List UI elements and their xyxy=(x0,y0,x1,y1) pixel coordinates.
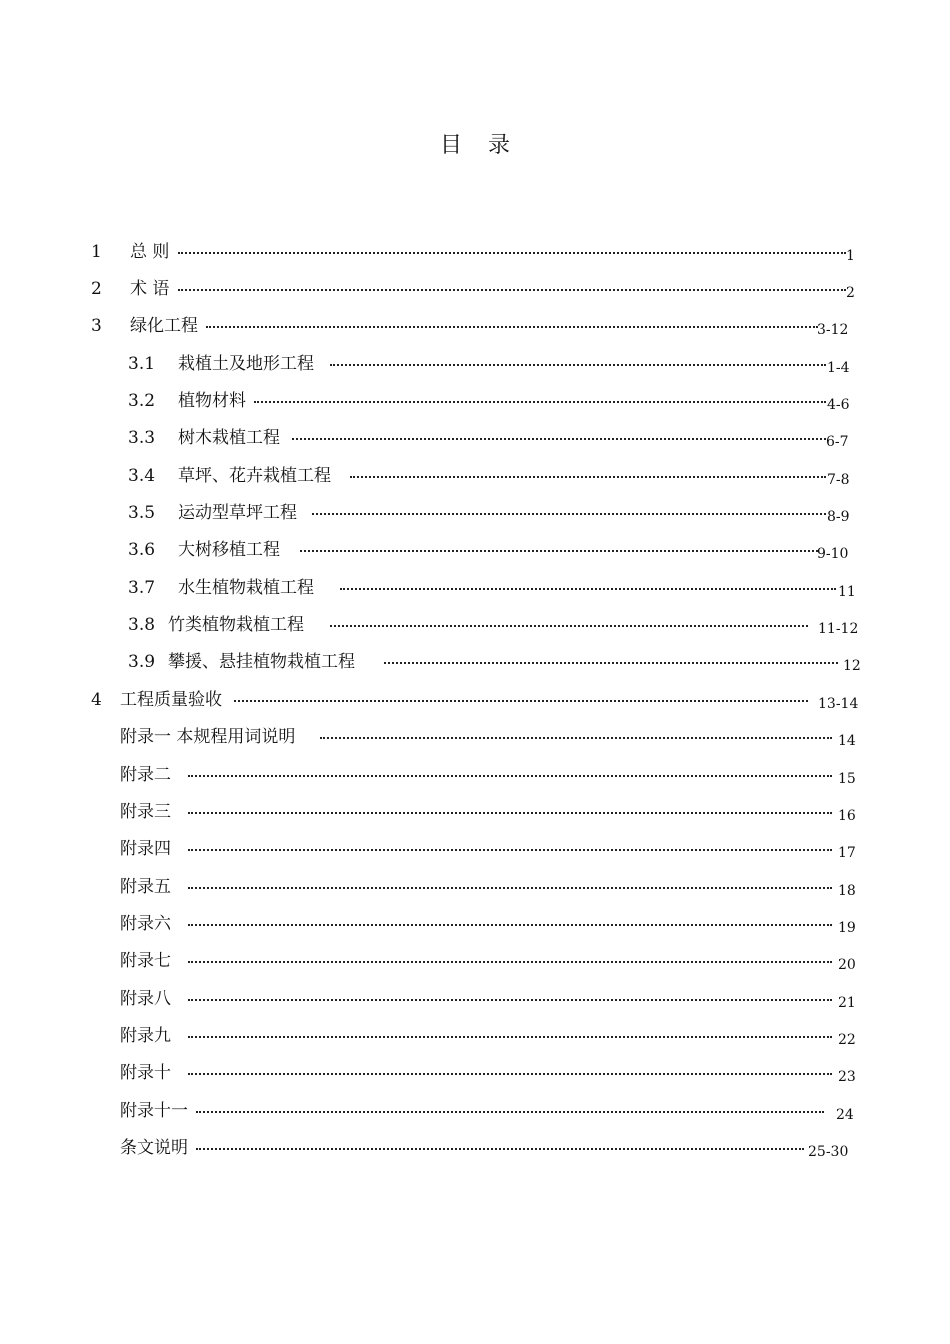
toc-entry-number: 4 xyxy=(91,690,102,710)
toc-entry-number: 3.3 xyxy=(128,428,156,448)
dot-leader xyxy=(188,961,832,963)
toc-entry-page: 23 xyxy=(838,1069,856,1085)
dot-leader xyxy=(178,252,846,254)
dot-leader xyxy=(350,476,826,478)
toc-entry-label: 水生植物栽植工程 xyxy=(178,578,314,598)
title-char-2: 录 xyxy=(488,133,511,158)
toc-entry-page: 12 xyxy=(843,658,861,674)
toc-entry-number: 3.9 xyxy=(128,652,156,672)
toc-entry[interactable] xyxy=(0,495,950,532)
title-char-1: 目 xyxy=(439,133,462,158)
toc-entry[interactable] xyxy=(0,458,950,495)
toc-entry[interactable] xyxy=(0,981,950,1018)
toc-entry-label: 术 语 xyxy=(130,279,170,299)
toc-entry[interactable] xyxy=(0,1130,950,1167)
toc-entry[interactable] xyxy=(0,1055,950,1092)
dot-leader xyxy=(234,700,808,702)
toc-entry[interactable] xyxy=(0,607,950,644)
toc-entry-number: 3.6 xyxy=(128,540,156,560)
toc-entry-page: 13-14 xyxy=(818,696,859,712)
toc-entry-page: 3-12 xyxy=(817,322,849,338)
toc-entry-page: 16 xyxy=(838,808,856,824)
toc-entry-label: 附录十 xyxy=(120,1063,171,1083)
dot-leader xyxy=(320,737,832,739)
toc-entry-label: 运动型草坪工程 xyxy=(178,503,297,523)
dot-leader xyxy=(196,1111,824,1113)
toc-entry-page: 20 xyxy=(838,957,856,973)
toc-entry-label: 附录八 xyxy=(120,989,171,1009)
toc-entry[interactable] xyxy=(0,644,950,681)
toc-entry[interactable] xyxy=(0,346,950,383)
toc-entry-page: 4-6 xyxy=(827,397,850,413)
toc-entry-label: 草坪、花卉栽植工程 xyxy=(178,466,331,486)
toc-entry-label: 竹类植物栽植工程 xyxy=(168,615,304,635)
toc-entry[interactable] xyxy=(0,719,950,756)
toc-entry[interactable] xyxy=(0,1093,950,1130)
toc-entry-label: 绿化工程 xyxy=(130,316,198,336)
toc-entry-number: 3.5 xyxy=(128,503,156,523)
dot-leader xyxy=(178,289,846,291)
toc-entry-number: 2 xyxy=(91,279,102,299)
dot-leader xyxy=(292,438,826,440)
dot-leader xyxy=(330,625,808,627)
dot-leader xyxy=(188,924,832,926)
toc-entry[interactable] xyxy=(0,420,950,457)
toc-entry[interactable] xyxy=(0,1018,950,1055)
dot-leader xyxy=(188,1073,832,1075)
toc-entry-page: 19 xyxy=(838,920,856,936)
dot-leader xyxy=(340,588,836,590)
toc-entry[interactable] xyxy=(0,906,950,943)
dot-leader xyxy=(384,662,838,664)
toc-entry-number: 3.1 xyxy=(128,354,156,374)
dot-leader xyxy=(188,775,832,777)
toc-entry-page: 25-30 xyxy=(808,1144,849,1160)
toc-entry[interactable] xyxy=(0,532,950,569)
toc-entry-label: 附录十一 xyxy=(120,1101,188,1121)
toc-entry-number: 1 xyxy=(91,242,102,262)
dot-leader xyxy=(188,887,832,889)
toc-entry-page: 21 xyxy=(838,995,856,1011)
toc-entry-label: 总 则 xyxy=(130,242,170,262)
toc-entry-page: 15 xyxy=(838,771,856,787)
dot-leader xyxy=(254,401,826,403)
toc-entry-label: 附录一 本规程用词说明 xyxy=(120,727,296,747)
toc-entry-number: 3 xyxy=(91,316,102,336)
toc-entry-label: 条文说明 xyxy=(120,1138,188,1158)
toc-entry-label: 附录三 xyxy=(120,802,171,822)
toc-entry-label: 附录六 xyxy=(120,914,171,934)
dot-leader xyxy=(188,999,832,1001)
dot-leader xyxy=(206,326,818,328)
dot-leader xyxy=(188,1036,832,1038)
toc-entry-label: 攀援、悬挂植物栽植工程 xyxy=(168,652,355,672)
toc-entry-label: 工程质量验收 xyxy=(120,690,222,710)
toc-entry-page: 1-4 xyxy=(827,360,850,376)
toc-entry[interactable] xyxy=(0,383,950,420)
toc-entry-label: 树木栽植工程 xyxy=(178,428,280,448)
toc-entry[interactable] xyxy=(0,831,950,868)
dot-leader xyxy=(196,1148,804,1150)
toc-entry[interactable] xyxy=(0,869,950,906)
toc-entry-page: 24 xyxy=(836,1107,854,1123)
dot-leader xyxy=(330,364,826,366)
toc-entry[interactable] xyxy=(0,682,950,719)
toc-entry-page: 14 xyxy=(838,733,856,749)
toc-entry-label: 附录七 xyxy=(120,951,171,971)
toc-entry-number: 3.4 xyxy=(128,466,156,486)
toc-entry-page: 17 xyxy=(838,845,856,861)
toc-entry[interactable] xyxy=(0,271,950,308)
toc-entry-page: 2 xyxy=(846,285,855,301)
toc-entry-label: 附录五 xyxy=(120,877,171,897)
toc-entry-page: 7-8 xyxy=(827,472,850,488)
toc-entry[interactable] xyxy=(0,757,950,794)
dot-leader xyxy=(312,513,826,515)
dot-leader xyxy=(188,812,832,814)
page-title xyxy=(0,128,950,159)
toc-entry-number: 3.2 xyxy=(128,391,156,411)
toc-entry[interactable] xyxy=(0,794,950,831)
toc-entry[interactable] xyxy=(0,234,950,271)
toc-entry-number: 3.8 xyxy=(128,615,156,635)
toc-entry[interactable] xyxy=(0,943,950,980)
toc-entry[interactable] xyxy=(0,570,950,607)
toc-entry-page: 11-12 xyxy=(818,621,859,637)
toc-entry-page: 1 xyxy=(846,248,855,264)
toc-entry-label: 附录九 xyxy=(120,1026,171,1046)
toc-entry-label: 大树移植工程 xyxy=(178,540,280,560)
toc-entry-page: 22 xyxy=(838,1032,856,1048)
toc-entry-page: 9-10 xyxy=(817,546,849,562)
toc-entry-label: 植物材料 xyxy=(178,391,246,411)
toc-entry-page: 18 xyxy=(838,883,856,899)
toc-entry-page: 11 xyxy=(838,584,856,600)
toc-entry-page: 8-9 xyxy=(827,509,850,525)
toc-entry-label: 附录二 xyxy=(120,765,171,785)
toc-entry-label: 栽植土及地形工程 xyxy=(178,354,314,374)
toc-entry-label: 附录四 xyxy=(120,839,171,859)
dot-leader xyxy=(300,550,818,552)
toc-entry-number: 3.7 xyxy=(128,578,156,598)
toc-entry-page: 6-7 xyxy=(826,434,849,450)
dot-leader xyxy=(188,849,832,851)
toc-entry[interactable] xyxy=(0,308,950,345)
